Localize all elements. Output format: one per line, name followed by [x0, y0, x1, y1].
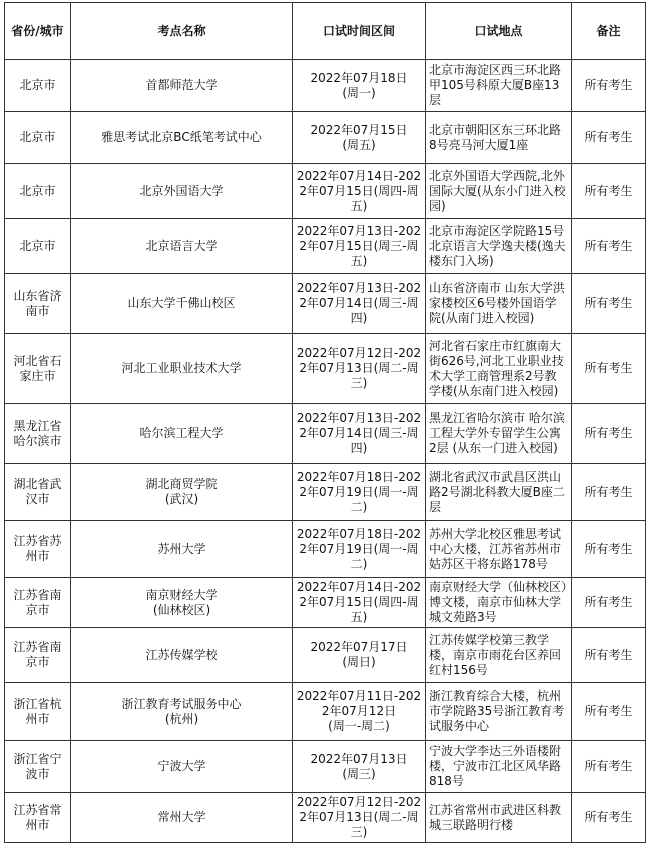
table-row [5, 521, 646, 578]
header-remarks: 备注 [572, 3, 646, 60]
cell-time: 2022年07月13日-2022年07月14日(周三-周四) [293, 404, 426, 464]
cell-venue [71, 464, 293, 521]
cell-time: 2022年07月18日 (周一) [293, 60, 426, 112]
cell-province: 北京市 [5, 112, 71, 164]
cell-location: 南京财经大学（仙林校区）博文楼，南京市仙林大学城文苑路3号 [426, 578, 572, 628]
venue-name: 雅思考试北京BC纸笔考试中心 [101, 130, 262, 144]
cell-location: 江苏省常州市武进区科教城三联路明行楼 [426, 793, 572, 843]
venue-name: 宁波大学 [157, 759, 206, 773]
cell-venue [71, 683, 293, 741]
cell-location: 黑龙江省哈尔滨市 哈尔滨工程大学外专留学生公寓2层 (从东一门进入校园) [426, 404, 572, 464]
cell-location: 北京市海淀区西三环北路甲105号科原大厦B座13层 [426, 60, 572, 112]
cell-venue [71, 164, 293, 219]
header-province: 省份/城市 [5, 3, 71, 60]
cell-remarks: 所有考生 [572, 521, 646, 578]
cell-province: 北京市 [5, 164, 71, 219]
cell-venue [71, 521, 293, 578]
cell-time: 2022年07月13日-2022年07月14日(周三-周四) [293, 274, 426, 334]
cell-time: 2022年07月18日-2022年07月19日(周一-周二) [293, 464, 426, 521]
cell-province: 江苏省常州市 [5, 793, 71, 843]
venue-name: 山东大学千佛山校区 [127, 296, 236, 310]
cell-time: 2022年07月12日-2022年07月13日(周二-周三) [293, 334, 426, 404]
table-row [5, 628, 646, 683]
table-row [5, 219, 646, 274]
cell-location: 湖北省武汉市武昌区洪山路2号湖北科教大厦B座二层 [426, 464, 572, 521]
cell-remarks: 所有考生 [572, 164, 646, 219]
table-row [5, 274, 646, 334]
cell-province: 江苏省南京市 [5, 628, 71, 683]
cell-province: 北京市 [5, 219, 71, 274]
header-location: 口试地点 [426, 3, 572, 60]
cell-province: 浙江省杭州市 [5, 683, 71, 741]
cell-location: 北京市海淀区学院路15号北京语言大学逸夫楼(逸夫楼东门入场) [426, 219, 572, 274]
table-row [5, 683, 646, 741]
header-time: 口试时间区间 [293, 3, 426, 60]
cell-location: 山东省济南市 山东大学洪家楼校区6号楼外国语学院(从南门进入校园) [426, 274, 572, 334]
table-row [5, 334, 646, 404]
cell-location: 北京外国语大学西院,北外国际大厦(从东小门进入校园) [426, 164, 572, 219]
cell-province: 北京市 [5, 60, 71, 112]
cell-remarks: 所有考生 [572, 578, 646, 628]
cell-remarks: 所有考生 [572, 112, 646, 164]
cell-venue [71, 741, 293, 793]
venue-name: 南京财经大学 [145, 587, 218, 602]
cell-remarks: 所有考生 [572, 219, 646, 274]
header-venue: 考点名称 [71, 3, 293, 60]
cell-time: 2022年07月12日-2022年07月13日(周二-周三) [293, 793, 426, 843]
venue-name: 首都师范大学 [145, 78, 218, 92]
venue-name: 浙江教育考试服务中心 [121, 696, 242, 711]
cell-time: 2022年07月15日 (周五) [293, 112, 426, 164]
venue-name: 苏州大学 [157, 541, 206, 556]
venue-name: 北京语言大学 [145, 238, 218, 253]
exam-venue-table [4, 2, 646, 843]
cell-remarks: 所有考生 [572, 274, 646, 334]
table-row [5, 741, 646, 793]
cell-province: 山东省济南市 [5, 274, 71, 334]
cell-location: 江苏传媒学校第三教学楼，南京市雨花台区养回红村156号 [426, 628, 572, 683]
table-row [5, 164, 646, 219]
table-row [5, 793, 646, 843]
cell-remarks: 所有考生 [572, 464, 646, 521]
cell-venue [71, 578, 293, 628]
venue-name: 北京外国语大学 [139, 183, 224, 198]
cell-venue [71, 60, 293, 112]
cell-venue [71, 793, 293, 843]
cell-venue [71, 404, 293, 464]
venue-campus: (仙林校区) [152, 602, 211, 617]
venue-name: 湖北商贸学院 [145, 477, 218, 491]
cell-remarks: 所有考生 [572, 404, 646, 464]
cell-venue [71, 274, 293, 334]
cell-province: 江苏省南京市 [5, 578, 71, 628]
cell-time: 2022年07月13日 (周三) [293, 741, 426, 793]
cell-time: 2022年07月13日-2022年07月15日(周三-周五) [293, 219, 426, 274]
cell-remarks: 所有考生 [572, 793, 646, 843]
venue-name: 哈尔滨工程大学 [139, 426, 224, 440]
cell-location: 河北省石家庄市红旗南大街626号,河北工业职业技术大学工商管理系2号教学楼(从东南门进入校园) [426, 334, 572, 404]
cell-venue [71, 219, 293, 274]
venue-name: 江苏传媒学校 [145, 647, 218, 662]
header-row [5, 3, 646, 60]
cell-time: 2022年07月11日-2022年07月12日 (周一-周二) [293, 683, 426, 741]
cell-venue [71, 628, 293, 683]
cell-time: 2022年07月14日-2022年07月15日(周四-周五) [293, 578, 426, 628]
cell-location: 宁波大学李达三外语楼附楼，宁波市江北区风华路818号 [426, 741, 572, 793]
cell-province: 浙江省宁波市 [5, 741, 71, 793]
venue-campus: (杭州) [164, 711, 199, 726]
table-row [5, 404, 646, 464]
cell-location: 浙江教育综合大楼，杭州市学院路35号浙江教育考试服务中心 [426, 683, 572, 741]
cell-time: 2022年07月14日-2022年07月15日(周四-周五) [293, 164, 426, 219]
cell-time: 2022年07月17日 (周日) [293, 628, 426, 683]
cell-province: 江苏省苏州市 [5, 521, 71, 578]
cell-remarks: 所有考生 [572, 683, 646, 741]
cell-remarks: 所有考生 [572, 628, 646, 683]
cell-remarks: 所有考生 [572, 60, 646, 112]
cell-remarks: 所有考生 [572, 334, 646, 404]
table-row [5, 60, 646, 112]
cell-province: 黑龙江省哈尔滨市 [5, 404, 71, 464]
table-row [5, 464, 646, 521]
venue-campus: (武汉) [164, 492, 199, 506]
venue-name: 河北工业职业技术大学 [121, 361, 242, 375]
cell-province: 湖北省武汉市 [5, 464, 71, 521]
cell-venue [71, 112, 293, 164]
table-body [5, 60, 646, 843]
cell-remarks: 所有考生 [572, 741, 646, 793]
venue-name: 常州大学 [157, 810, 206, 824]
cell-venue [71, 334, 293, 404]
cell-province: 河北省石家庄市 [5, 334, 71, 404]
table-row [5, 112, 646, 164]
cell-time: 2022年07月18日-2022年07月19日(周一-周二) [293, 521, 426, 578]
cell-location: 苏州大学北校区雅思考试中心大楼，江苏省苏州市姑苏区干将东路178号 [426, 521, 572, 578]
table-row [5, 578, 646, 628]
cell-location: 北京市朝阳区东三环北路8号亮马河大厦1座 [426, 112, 572, 164]
